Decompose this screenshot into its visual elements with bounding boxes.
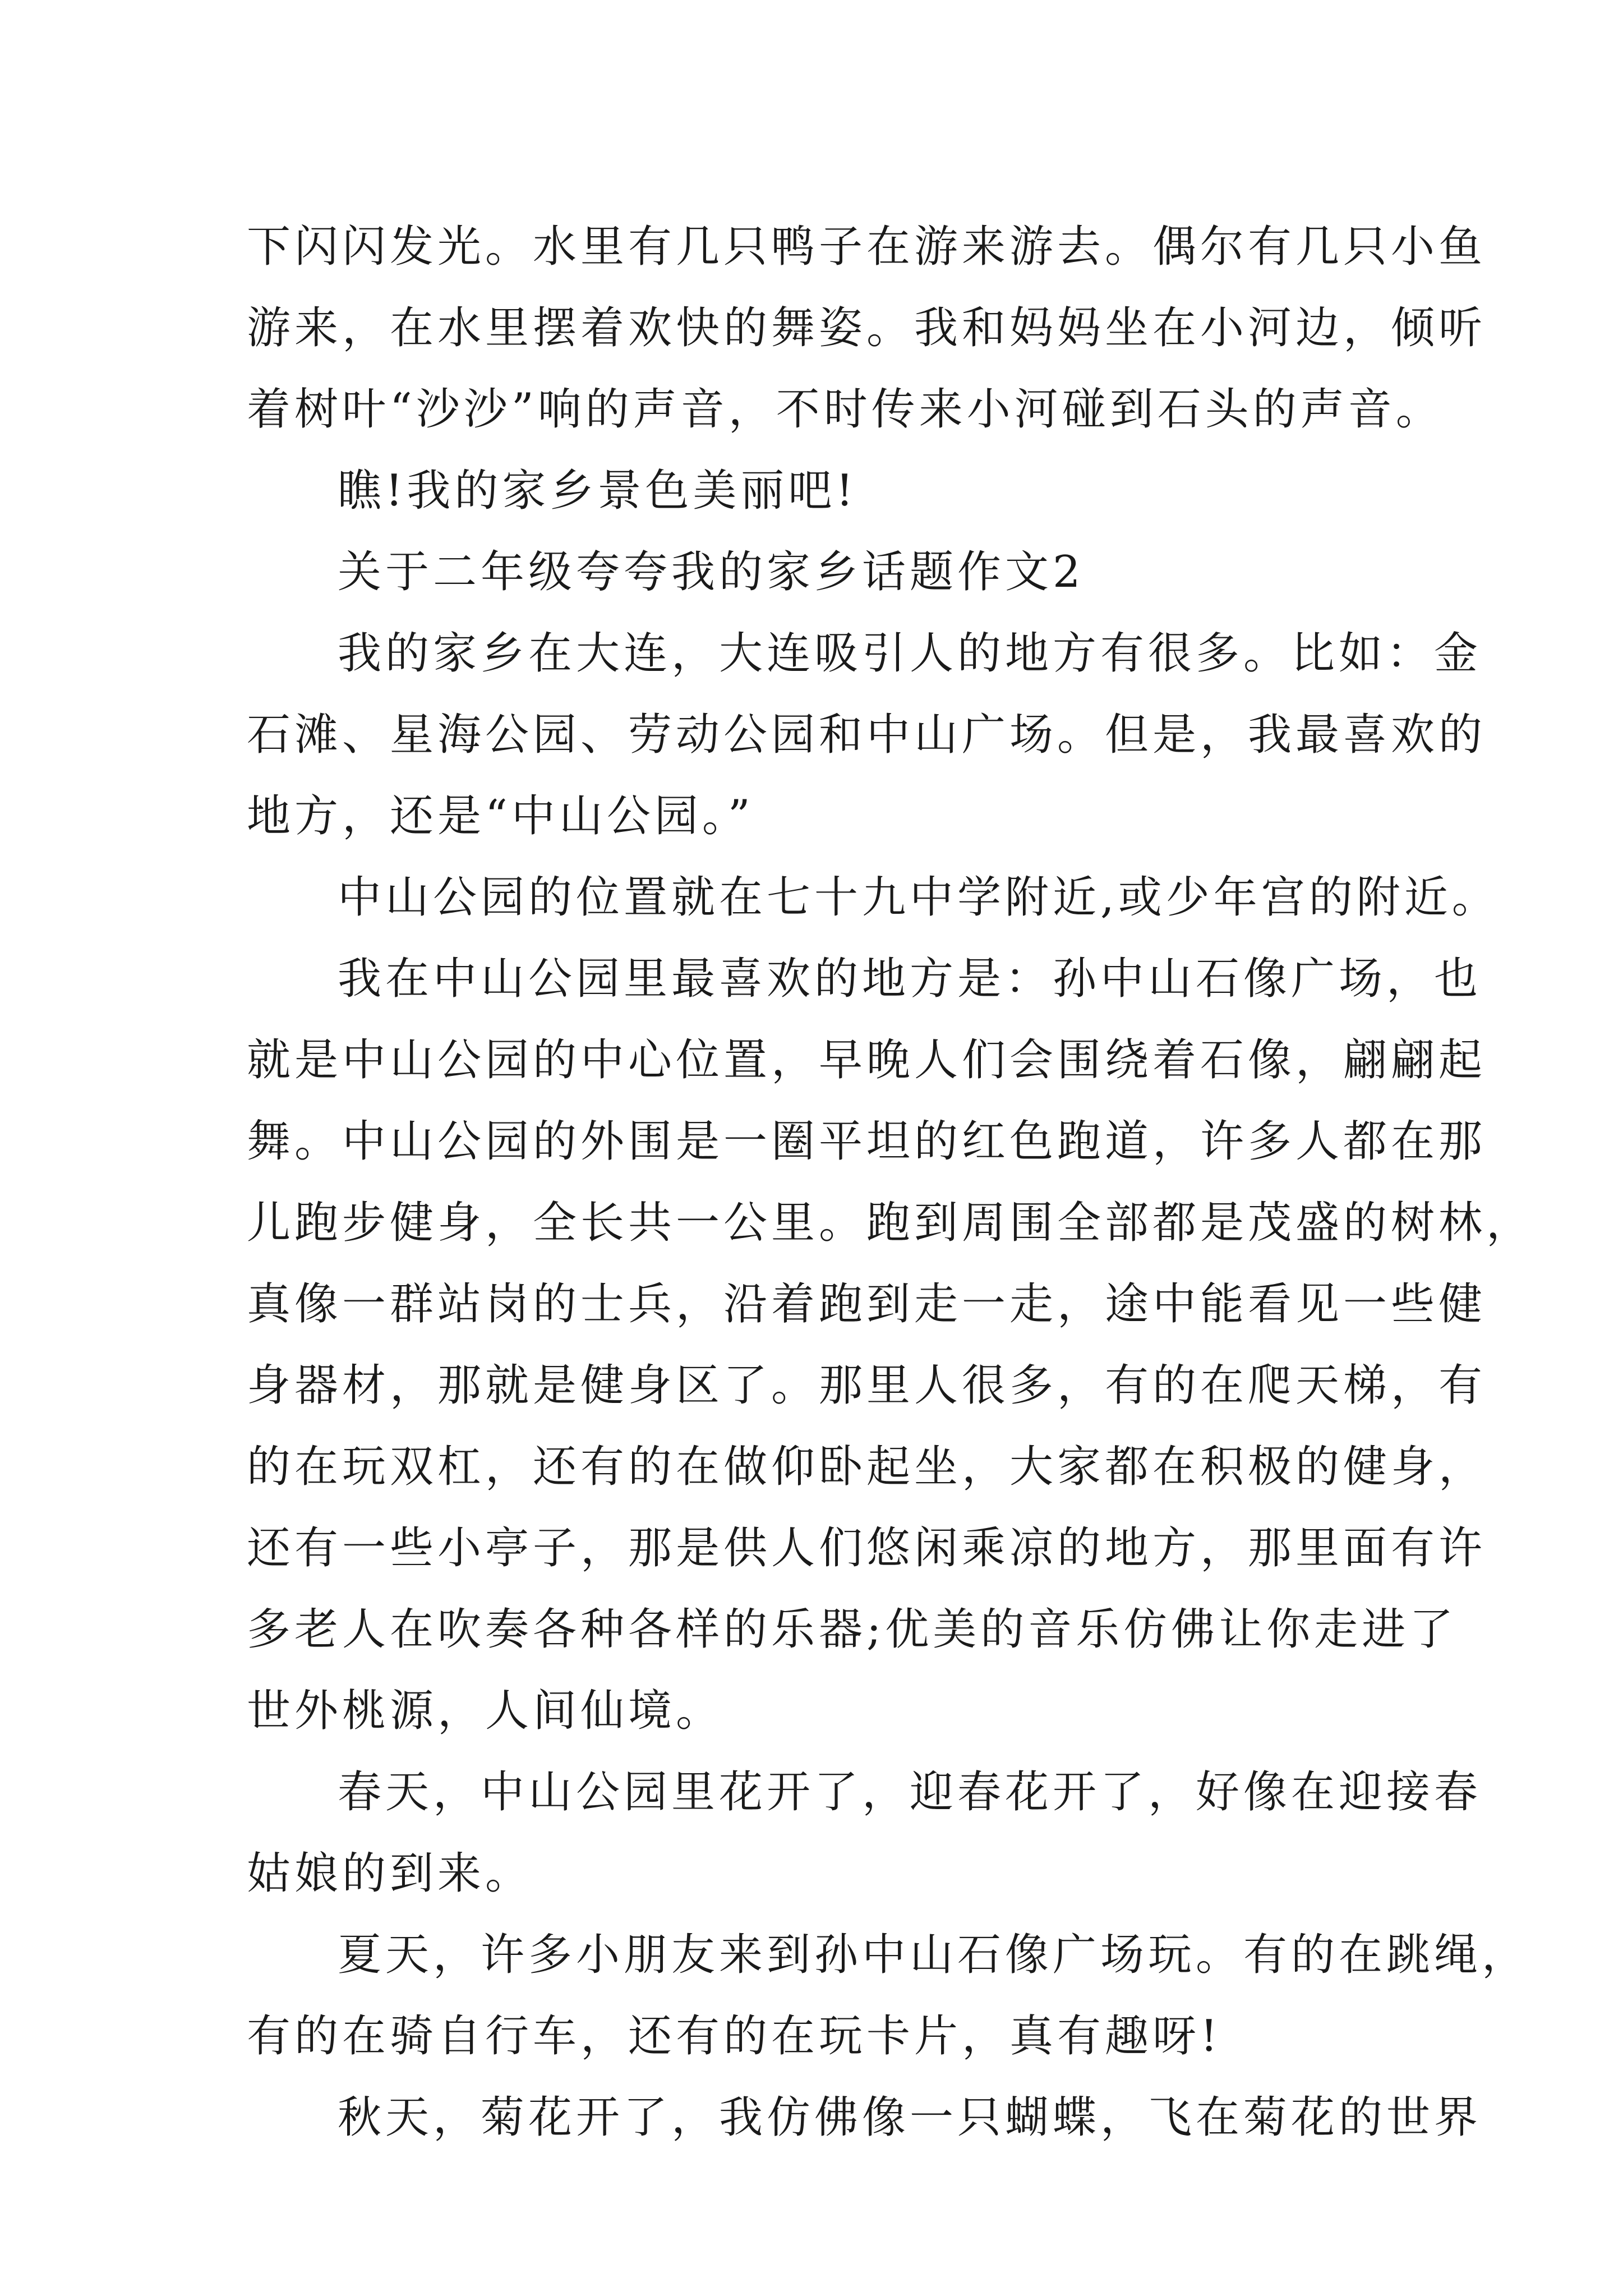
text-line: 下闪闪发光。水里有几只鸭子在游来游去。偶尔有几只小鱼: [247, 222, 1487, 272]
text-line: 秋天，菊花开了，我仿佛像一只蝴蝶，飞在菊花的世界: [338, 2092, 1482, 2143]
text-line: 多老人在吹奏各种各样的乐器;优美的音乐仿佛让你走进了: [247, 1604, 1458, 1655]
text-line: 舞。中山公园的外围是一圈平坦的红色跑道，许多人都在那: [247, 1116, 1487, 1167]
text-line: 姑娘的到来。: [247, 1848, 533, 1899]
text-line: 的在玩双杠，还有的在做仰卧起坐，大家都在积极的健身，: [247, 1442, 1487, 1492]
text-line: 游来，在水里摆着欢快的舞姿。我和妈妈坐在小河边，倾听: [247, 303, 1487, 353]
text-line: 石滩、星海公园、劳动公园和中山广场。但是，我最喜欢的: [247, 710, 1487, 760]
text-line: 儿跑步健身，全长共一公里。跑到周围全部都是茂盛的树林，: [247, 1198, 1534, 1248]
text-line: 身器材，那就是健身区了。那里人很多，有的在爬天梯，有: [247, 1360, 1487, 1411]
essay-text: [247, 206, 1534, 2159]
text-line: 瞧!我的家乡景色美丽吧!: [338, 466, 857, 516]
text-line: 地方，还是“中山公园。”: [247, 791, 754, 841]
text-line: 中山公园的位置就在七十九中学附近,或少年宫的附近。: [338, 872, 1500, 923]
text-line: 就是中山公园的中心位置，早晚人们会围绕着石像，翩翩起: [247, 1035, 1487, 1085]
text-line: 夏天，许多小朋友来到孙中山石像广场玩。有的在跳绳，: [338, 1930, 1530, 1980]
text-line: 着树叶“沙沙”响的声音，不时传来小河碰到石头的声音。: [247, 384, 1444, 435]
essay-title: 关于二年级夸夸我的家乡话题作文2: [338, 547, 1085, 597]
text-line: 有的在骑自行车，还有的在玩卡片，真有趣呀!: [247, 2011, 1222, 2062]
text-line: 我在中山公园里最喜欢的地方是：孙中山石像广场，也: [338, 954, 1482, 1004]
text-line: 还有一些小亭子，那是供人们悠闲乘凉的地方，那里面有许: [247, 1523, 1487, 1573]
text-line: 我的家乡在大连，大连吸引人的地方有很多。比如：金: [338, 628, 1482, 679]
text-line: 世外桃源，人间仙境。: [247, 1686, 724, 1736]
text-line: 春天，中山公园里花开了，迎春花开了，好像在迎接春: [338, 1767, 1482, 1818]
text-line: 真像一群站岗的士兵，沿着跑到走一走，途中能看见一些健: [247, 1279, 1487, 1329]
